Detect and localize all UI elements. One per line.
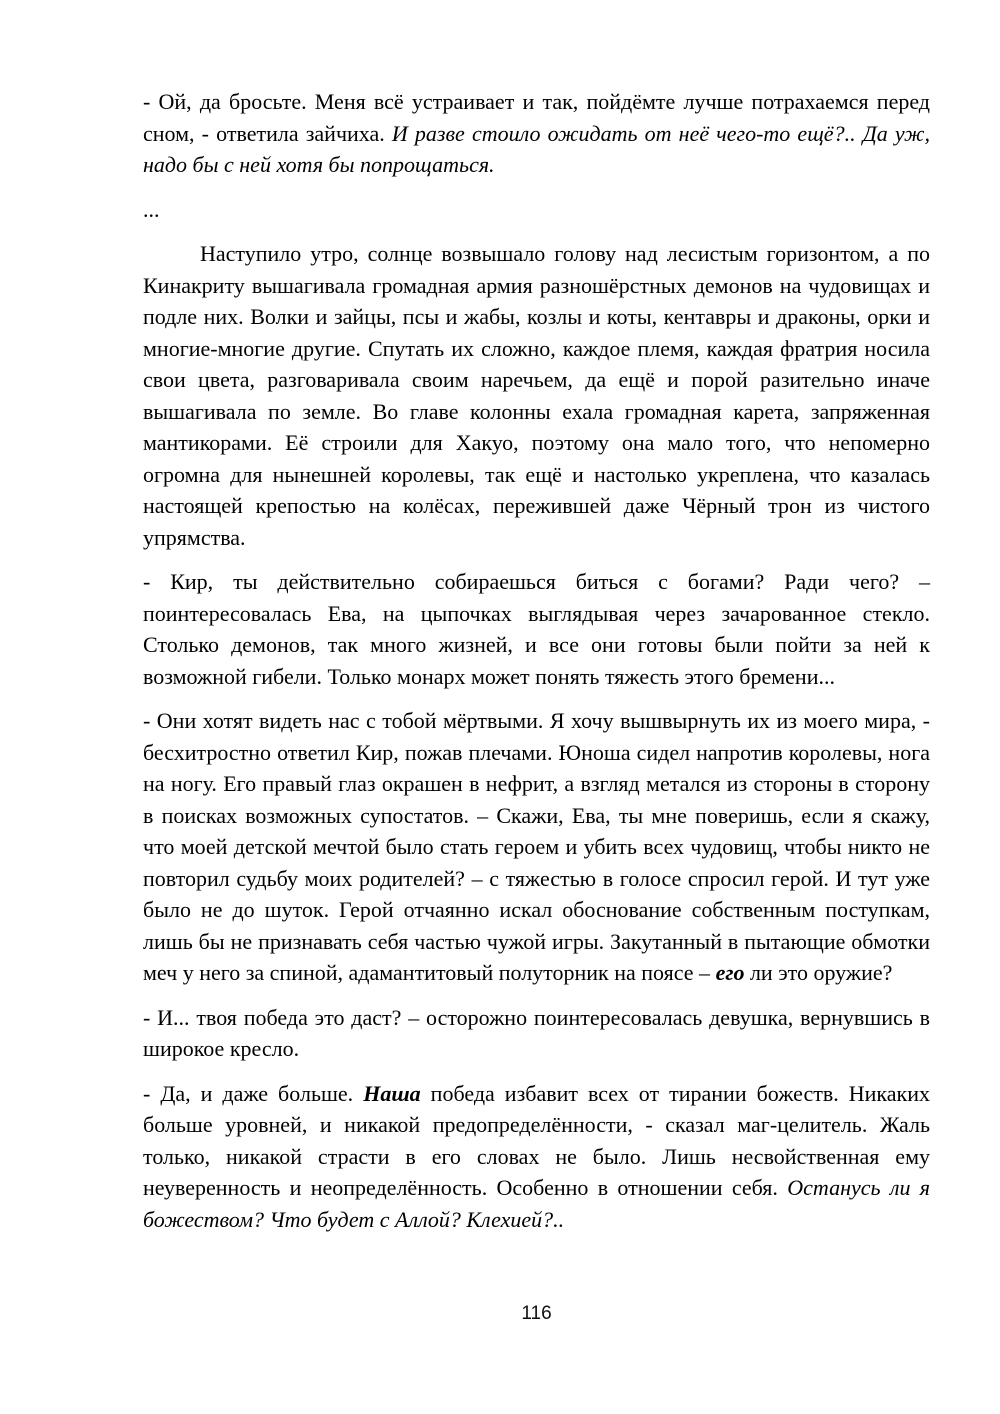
page-number: 116 xyxy=(521,1303,552,1324)
text-run: - Кир, ты действительно собираешься биться с богами? Ради чего? – поинтересовалась Ева, на цыпочках выглядывая через зачарованное стекло. Столько демонов, так много жизней, и все они готовы были пойти за ней к возможной гибели. Только монарх может понять тяжесть этого бремени... xyxy=(143,569,930,689)
text-run: Наступило утро, солнце возвышало голову над лесистым горизонтом, а по Кинакриту вышагивала громадная армия разношёрстных демонов на чудовищах и подле них. Волки и зайцы, псы и жабы, козлы и коты, кентавры и драконы, орки и многие-многие другие. Спутать их сложно, каждое племя, каждая фратрия носила свои цвета, разговаривала своим наречьем, да ещё и порой разительно иначе вышагивала по земле. Во главе колонны ехала громадная карета, запряженная мантикорами. Её строили для Хакуо, поэтому она мало того, что непомерно огромна для нынешней королевы, так ещё и настолько укреплена, что казалась настоящей крепостью на колёсах, пережившей даже Чёрный трон из чистого упрямства. xyxy=(143,241,930,550)
text-run: И разве стоило ожидать от неё чего-то ещё?.. Да уж, надо бы с ней хотя бы попрощаться. xyxy=(143,120,930,177)
text-run: - Ой, да бросьте. Меня всё устраивает и так, пойдёмте лучше потрахаемся перед сном, - ответила зайчиха. xyxy=(143,89,930,146)
text-run: Наша xyxy=(363,1080,421,1106)
text-run: победа избавит всех от тирании божеств. Никаких больше уровней, и никакой предопределённости, - сказал маг-целитель. Жаль только, никакой страсти в его словах не было. Лишь несвойственная ему неуверенность и неопределённость. Особенно в отношении себя. xyxy=(143,1080,931,1200)
text-run: Останусь ли я божеством? Что будет с Аллой? Клехией?.. xyxy=(143,1175,930,1232)
paragraph xyxy=(143,566,930,692)
paragraph xyxy=(143,705,930,989)
paragraph xyxy=(143,194,930,226)
paragraph xyxy=(143,86,930,181)
paragraph xyxy=(143,238,930,553)
text-run: - И... твоя победа это даст? – осторожно поинтересовалась девушка, вернувшись в широкое кресло. xyxy=(143,1004,930,1061)
text-run: ... xyxy=(143,196,160,222)
paragraph xyxy=(143,1002,930,1065)
page-body xyxy=(143,86,930,1248)
paragraph xyxy=(143,1078,930,1236)
text-run: - Они хотят видеть нас с тобой мёртвыми. Я хочу вышвырнуть их из моего мира, - бесхитростно ответил Кир, пожав плечами. Юноша сидел напротив королевы, нога на ногу. Его правый глаз окрашен в нефрит, а взгляд метался из стороны в сторону в поисках возможных супостатов. – Скажи, Ева, ты мне поверишь, если я скажу, что моей детской мечтой было стать героем и убить всех чудовищ, чтобы никто не повторил судьбу моих родителей? – с тяжестью в голосе спросил герой. И тут уже было не до шуток. Герой отчаянно искал обоснование собственным поступкам, лишь бы не признавать себя частью чужой игры. Закутанный в пытающие обмотки меч у него за спиной, адамантитовый полуторник на поясе – xyxy=(143,708,930,985)
text-run: ли это оружие? xyxy=(744,960,893,985)
text-run: - Да, и даже больше. xyxy=(143,1080,364,1106)
text-run: его xyxy=(715,960,745,985)
